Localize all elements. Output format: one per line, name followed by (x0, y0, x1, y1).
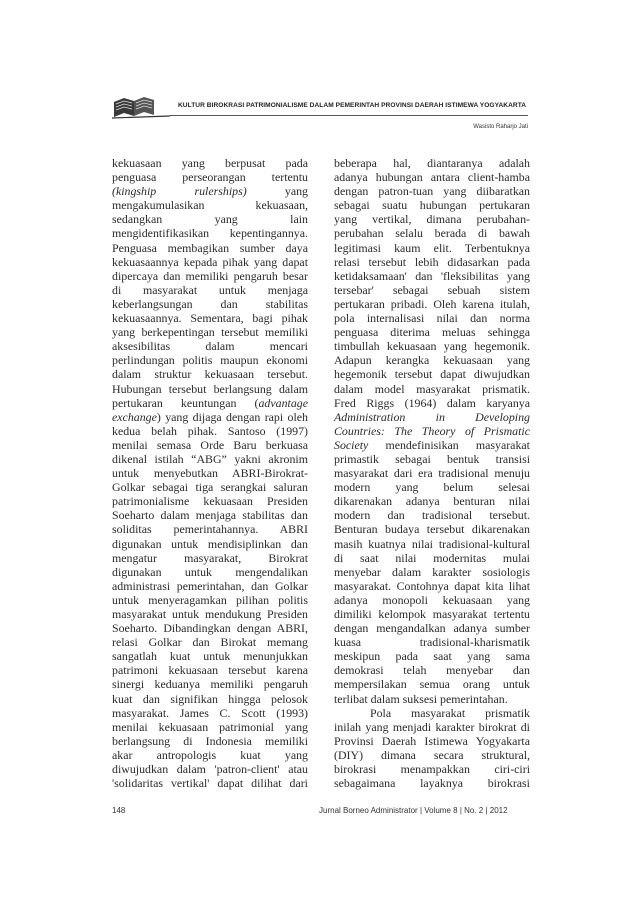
text-line: perlindungan politis maupun ekonomi (112, 353, 308, 368)
text-line: kuasa tradisional-kharismatik (334, 635, 530, 650)
text-line: relasi tersebut lebih didasarkan pada (334, 254, 530, 269)
footer-journal-info: Jurnal Borneo Administrator | Volume 8 | No. 2 | 2012 (319, 806, 508, 815)
text-line: birokrasi menampakkan ciri-ciri (334, 762, 530, 777)
text-line: digunakan untuk mengendalikan (112, 564, 308, 579)
text-line (334, 438, 530, 452)
text-line: berlangsung di Indonesia memiliki (112, 733, 308, 748)
text-line: meskipun pada saat yang sama (334, 649, 530, 664)
italic-segment: Countries: The Theory of Prismatic (334, 423, 530, 438)
left-text-column (112, 156, 308, 790)
text-line: di masyarakat untuk menjaga (112, 282, 308, 297)
text-line: untuk menyebutkan ABRI-Birokrat- (112, 466, 308, 481)
text-line: sedangkan yang lain (112, 212, 308, 227)
text-line: kedua belah pihak. Santoso (1997) (112, 423, 308, 438)
text-line: kekuasaannya. Sementara, bagi pihak (112, 311, 308, 326)
text-line: penguasa perseorangan tertentu (112, 170, 308, 185)
text-line: diwujudkan dalam 'patron-client' atau (112, 762, 308, 777)
text-line: Fred Riggs (1964) dalam karyanya (334, 395, 530, 410)
text-line: demokrasi telah menyebar dan (334, 663, 530, 678)
text-line: masyarakat. Contohnya dapat kita lihat (334, 578, 530, 593)
text-line: Adapun kerangka kekuasaan yang (334, 353, 530, 368)
text-line: Pola masyarakat prismatik (370, 705, 530, 720)
text-line (334, 410, 530, 424)
text-line (334, 424, 530, 438)
text-segment: ) yang dijaga dengan rapi oleh (156, 409, 308, 424)
text-line: untuk menyeragamkan pilihan politis (112, 592, 308, 607)
text-line: dalam struktur kekuasaan tersebut. (112, 367, 308, 382)
text-line: beberapa hal, diantaranya adalah (334, 156, 530, 170)
text-line: 'solidaritas vertikal' dapat dilihat dari (112, 776, 308, 791)
italic-segment: Administration in Developing (334, 409, 530, 424)
text-line: sebagaimana layaknya birokrasi (334, 776, 530, 791)
text-line: yang berkepentingan tersebut memiliki (112, 325, 308, 340)
text-line (112, 184, 308, 198)
running-author: Wasisto Raharjo Jati (473, 124, 528, 130)
italic-segment: exchange (112, 409, 157, 424)
text-line: timbullah kekuasaan yang hegemonik. (334, 339, 530, 354)
text-line: masyarakat dari era tradisional menuju (334, 466, 530, 481)
header-divider (170, 115, 528, 116)
text-line: kuat dan signifikan hingga pelosok (112, 691, 308, 706)
text-line: penguasa diterima meluas sehingga (334, 325, 530, 340)
text-line: menyebar dalam karakter sosiologis (334, 564, 530, 579)
open-book-logo-icon (112, 94, 170, 120)
text-line: menilai kekuasaan patrimonial yang (112, 719, 308, 734)
text-line: perubahan selalu berada di bawah (334, 226, 530, 241)
text-line: primastik sebagai bentuk transisi (334, 451, 530, 466)
text-line: di saat nilai modernitas mulai (334, 550, 530, 565)
text-line (112, 396, 308, 410)
text-segment: yang (246, 184, 309, 199)
text-line: mengatur masyarakat, Birokrat (112, 550, 308, 565)
text-line: administrasi pemerintahan, dan Golkar (112, 578, 308, 593)
text-line: Provinsi Daerah Istimewa Yogyakarta (334, 733, 530, 748)
text-line: kekuasaan yang berpusat pada (112, 156, 308, 170)
text-line: kekuasaannya kepada pihak yang dapat (112, 254, 308, 269)
text-line: mempersilakan semua orang untuk (334, 677, 530, 692)
text-line: yang vertikal, dimana perubahan- (334, 212, 530, 227)
running-title: KULTUR BIROKRASI PATRIMONIALISME DALAM PEMERINTAH PROVINSI DAERAH ISTIMEWA YOGYAKARTA (178, 102, 527, 109)
text-line: akar antropologis kuat yang (112, 747, 308, 762)
text-line: tersebar' sebagai sebuah sistem (334, 282, 530, 297)
text-line: digunakan untuk mendisiplinkan dan (112, 536, 308, 551)
text-line: patrimoni kekuasaan tersebut karena (112, 663, 308, 678)
italic-segment: (kingship rulerships) (112, 184, 247, 199)
text-line: relasi Golkar dan Birokat memang (112, 635, 308, 650)
text-line: modern dan tradisional tersebut. (334, 508, 530, 523)
page-number: 148 (112, 806, 126, 815)
text-line: masyarakat untuk mendukung Presiden (112, 607, 308, 621)
text-line: (DIY) dimana secara struktural, (334, 747, 530, 762)
text-line: ketidaksamaan' dan 'fleksibilitas yang (334, 268, 530, 283)
text-line: dimiliki kelompok masyarakat tertentu (334, 607, 530, 621)
text-line: masih kuatnya nilai tradisional-kultural (334, 536, 530, 551)
text-line: pola internalisasi nilai dan norma (334, 311, 530, 326)
text-line: mengakumulasikan kekuasaan, (112, 198, 308, 213)
text-line: hegemonik tersebut dapat diwujudkan (334, 367, 530, 382)
text-line: sebagai suatu hubungan pertukaran (334, 198, 530, 213)
italic-segment: advantage (258, 395, 308, 410)
text-line: Soeharto. Dibandingkan dengan ABRI, (112, 621, 308, 636)
text-line: Penguasa membagikan sumber daya (112, 240, 308, 255)
text-line: Golkar sebagai tiga serangkai saluran (112, 480, 308, 495)
text-line: dipercaya dan memiliki pengaruh besar (112, 268, 308, 283)
text-line: inilah yang menjadi karakter birokrat di (334, 719, 530, 734)
text-line: masyarakat. James C. Scott (1993) (112, 705, 308, 720)
text-line: soliditas pemerintahannya. ABRI (112, 522, 308, 537)
text-line: terlibat dalam suksesi pemerintahan. (334, 691, 508, 706)
text-line: dikarenakan adanya benturan nilai (334, 494, 530, 509)
text-line: modern yang belum selesai (334, 480, 530, 495)
text-segment: mendefinisikan masyarakat (368, 437, 530, 452)
italic-segment: Society (334, 437, 369, 452)
right-text-column (334, 156, 530, 790)
text-line: dengan patron-tuan yang diibaratkan (334, 184, 530, 199)
running-header (112, 92, 528, 136)
text-line: mengidentifikasikan kepentingannya. (112, 226, 308, 241)
text-line: aksesibilitas dalam mencari (112, 339, 308, 354)
text-line: sinergi keduanya memiliki pengaruh (112, 677, 308, 692)
text-line: keberlangsungan dan stabilitas (112, 296, 308, 311)
text-line: adanya monopoli kekuasaan yang (334, 592, 530, 607)
text-line: legitimasi kaum elit. Terbentuknya (334, 240, 530, 255)
text-line: adanya hubungan antara client-hamba (334, 170, 530, 185)
text-line: menilai semasa Orde Baru berkuasa (112, 437, 308, 452)
text-segment: pertukaran keuntungan ( (112, 395, 259, 410)
text-line: dengan mengandalkan adanya sumber (334, 621, 530, 636)
text-line (112, 410, 308, 424)
text-line: pertukaran pribadi. Oleh karena itulah, (334, 296, 530, 311)
text-line: dikenal istilah “ABG” yakni akronim (112, 451, 308, 466)
text-line: Benturan budaya tersebut dikarenakan (334, 522, 530, 537)
text-line: patrimonialisme kekuasaan Presiden (112, 494, 308, 509)
text-line: Soeharto dalam menjaga stabilitas dan (112, 508, 308, 523)
text-line: dalam model masyarakat prismatik. (334, 381, 530, 396)
text-line: sangatlah kuat untuk menunjukkan (112, 649, 308, 664)
text-line: Hubungan tersebut berlangsung dalam (112, 381, 308, 396)
